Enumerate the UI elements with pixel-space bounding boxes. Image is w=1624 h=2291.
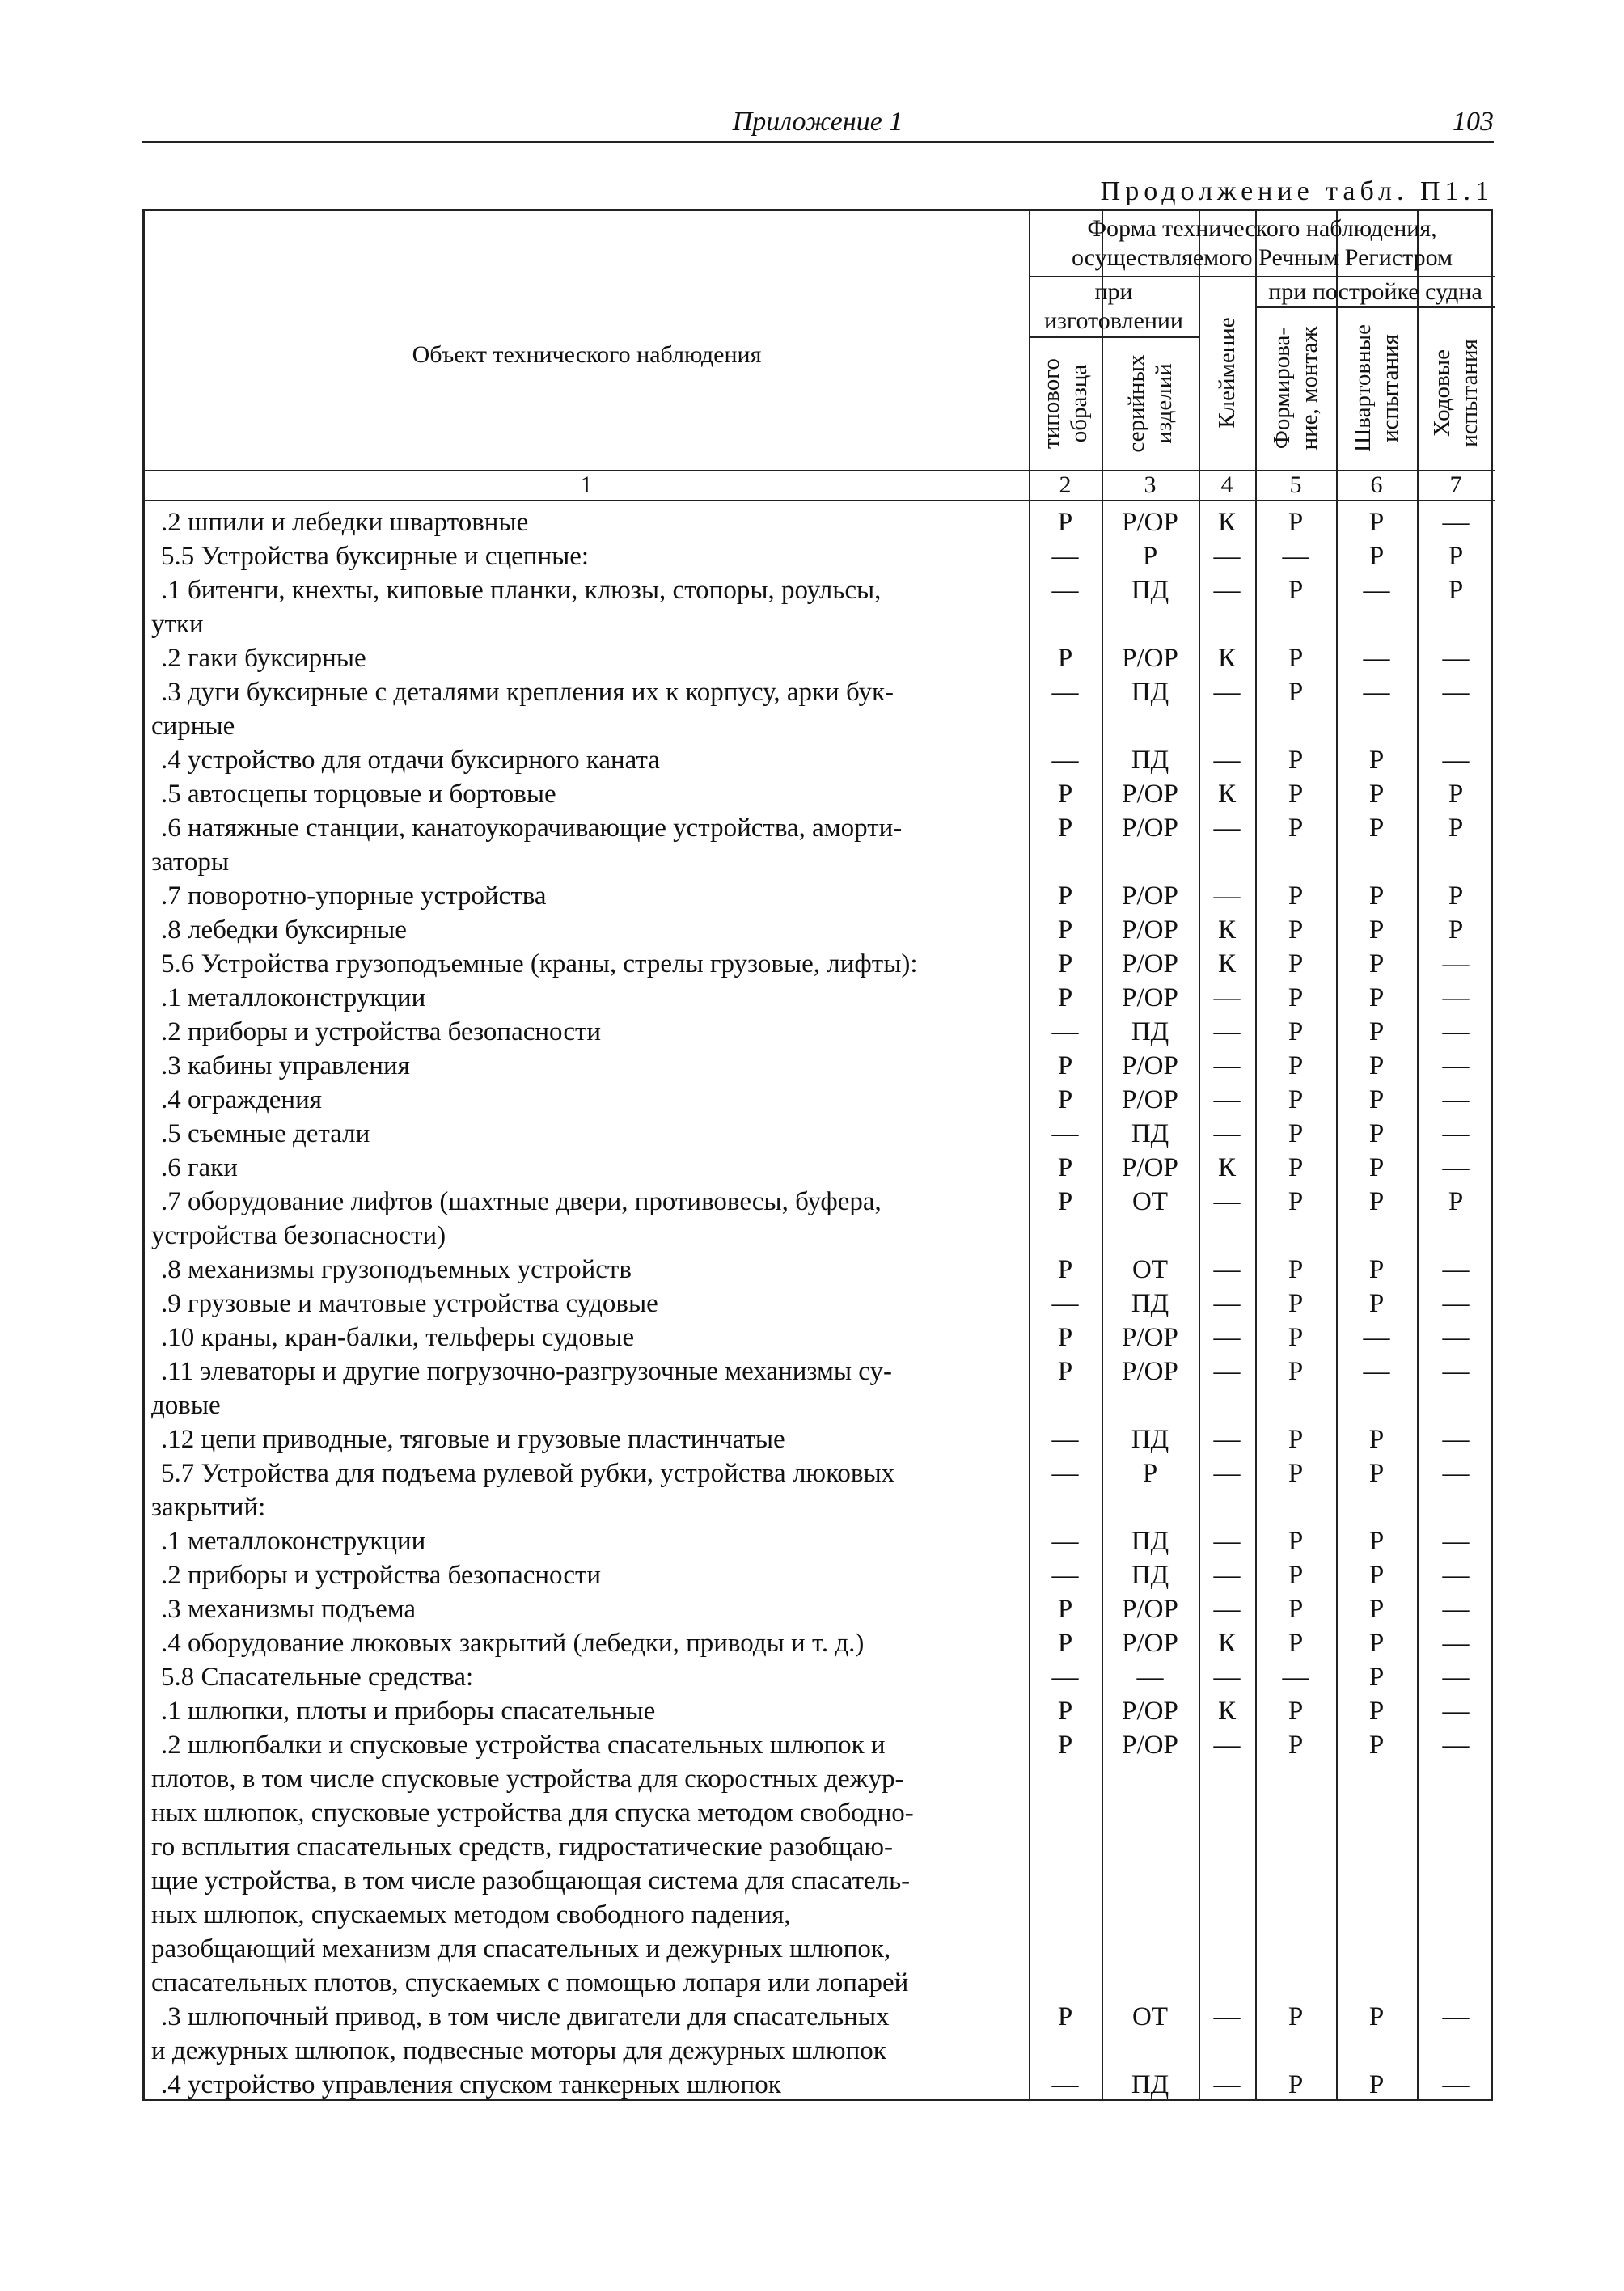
row-cell-col2: Р xyxy=(1057,881,1073,911)
row-cell-col5: Р xyxy=(1288,1017,1304,1046)
row-object-text: сирные xyxy=(151,712,235,741)
table-row xyxy=(145,1015,1495,1049)
running-header xyxy=(142,104,1494,143)
row-cell-col6: Р xyxy=(1368,1629,1385,1658)
table-row xyxy=(145,1287,1495,1321)
row-cell-col4: — xyxy=(1213,1085,1241,1114)
row-cell-col5: Р xyxy=(1288,2070,1304,2099)
table-caption: Продолжение табл. П1.1 xyxy=(1100,176,1494,206)
row-cell-col2: Р xyxy=(1057,508,1073,537)
table-row xyxy=(145,1592,1495,1626)
row-cell-col4: К xyxy=(1217,949,1236,979)
row-object-text: .4 устройство управления спуском танкерных шлюпок xyxy=(161,2070,781,2099)
row-cell-col4: К xyxy=(1217,1153,1236,1182)
row-cell-col7: — xyxy=(1442,1459,1470,1488)
row-cell-col3: Р xyxy=(1142,542,1158,571)
row-cell-col7: — xyxy=(1442,1017,1470,1046)
row-cell-col6: Р xyxy=(1368,1051,1385,1080)
row-object-text: закрытий: xyxy=(151,1493,266,1522)
row-cell-col7: — xyxy=(1442,1085,1470,1114)
row-cell-col6: Р xyxy=(1368,542,1385,571)
table-row xyxy=(145,1422,1495,1456)
table-row xyxy=(145,1456,1495,1524)
object-column-header: Объект технического наблюдения xyxy=(412,341,762,368)
row-cell-col5: Р xyxy=(1288,2002,1304,2031)
row-cell-col4: К xyxy=(1217,1629,1236,1658)
observation-table: Объект технического наблюдения Форма технического наблюдения, осуществляемого Речным Регистром при изготовлении при постройке судна типового образца серийных изделий Клеймение Формирова-ние, монтаж Швартовные испытания Ходовые испытания 1 2 3 4 5 6 7 .2 шпили и лебедки швартовные Р Р/ОР К Р Р — 5.5 Устройства буксирные и сцепные: — Р — — Р Р .1 битенги, кнехты, киповые планки, клюзы, стопоры, роульсы, утки — ПД — Р — Р .2 гаки буксирные Р Р/ОР К Р — — .3 дуги буксирные с деталями крепления их к корпусу, арки бук- сирные — ПД — Р — — .4 устройство для отдачи буксирного каната — ПД — Р Р — .5 автосцепы торцовые и бортовые Р Р/ОР К Р Р Р .6 натяжные станции, канатоукорачивающие устройства, аморти- заторы Р Р/ОР — Р Р Р .7 поворотно-упорные устройства Р Р/ОР — Р Р Р .8 лебедки буксирные Р Р/ОР К Р Р Р 5.6 Устройства грузоподъемные (краны, стрелы грузовые, лифты): Р Р/ОР К Р Р — .1 металлоконструкции Р Р/ОР — Р Р — .2 приборы и устройства безопасности — ПД — Р Р — .3 кабины управления Р Р/ОР — Р Р — .4 ограждения Р Р/ОР — Р Р — .5 съемные детали — ПД — Р Р — .6 гаки Р Р/ОР К Р Р — .7 оборудование лифтов (шахтные двери, противовесы, буфера, устройства безопасности) Р ОТ — Р Р Р .8 механизмы грузоподъемных устройств Р ОТ — Р Р — .9 грузовые и мачтовые устройства судовые — ПД — Р Р — .10 краны, кран-балки, тельферы судовые Р Р/ОР — Р — — .11 элеваторы и другие погрузочно-разгрузочные механизмы су- довые Р Р/ОР — Р — — .12 цепи приводные, тяговые и грузовые пластинчатые — ПД — Р Р — 5.7 Устройства для подъема рулевой рубки, устройства люковых закрытий: — Р — Р Р — .1 металлоконструкции — ПД — Р Р — .2 приборы и устройства безопасности — ПД — Р Р — .3 механизмы подъема Р Р/ОР — Р Р — .4 оборудование люковых закрытий (лебедки, приводы и т. д.) Р Р/ОР К Р Р — 5.8 Спасательные средства: — — — — Р — .1 шлюпки, плоты и приборы спасательные Р Р/ОР К Р Р — .2 шлюпбалки и спусковые устройства спасательных шлюпок и плотов, в том числе спусковые устройства для скоростных дежур- ных шлюпок, спусковые устройства для спуска методом свободно- го всплытия спасательных средств, гидростатические разобщаю- щие устройства, в том числе разобщающая система для спасатель- ных шлюпок, спускаемых методом свободного падения, разобщающий механизм для спасательных и дежурных шлюпок, спасательных плотов, спускаемых с помощью лопаря или лопарей Р Р/ОР — Р Р — .3 шлюпочный привод, в том числе двигатели для спасательных и дежурных шлюпок, подвесные моторы для дежурных шлюпок Р ОТ — Р Р — .4 устройство управления спуском танкерных шлюпок — ПД — Р Р — xyxy=(142,209,1493,2101)
row-cell-col7: — xyxy=(1442,1425,1470,1454)
row-object-text: разобщающий механизм для спасательных и дежурных шлюпок, xyxy=(151,1934,891,1963)
row-cell-col3: Р/ОР xyxy=(1122,1085,1178,1114)
row-object-text: .9 грузовые и мачтовые устройства судовые xyxy=(161,1289,658,1318)
manufacture-group-header: при изготовлении xyxy=(1043,278,1183,334)
table-row xyxy=(145,1626,1495,1660)
row-object-text: и дежурных шлюпок, подвесные моторы для дежурных шлюпок xyxy=(151,2036,886,2065)
row-cell-col7: — xyxy=(1442,2002,1470,2031)
row-object-text: .3 кабины управления xyxy=(161,1051,410,1080)
table-row xyxy=(145,505,1495,539)
col-number: 6 xyxy=(1370,471,1383,498)
row-cell-col6: Р xyxy=(1368,1255,1385,1284)
row-cell-col4: К xyxy=(1217,915,1236,945)
row-cell-col6: Р xyxy=(1368,881,1385,911)
row-cell-col4: — xyxy=(1213,1289,1241,1318)
table-row xyxy=(145,1728,1495,2000)
row-cell-col6: Р xyxy=(1368,1425,1385,1454)
header-rule xyxy=(1255,306,1495,308)
row-object-text: .6 натяжные станции, канатоукорачивающие устройства, аморти- xyxy=(161,814,903,843)
table-row xyxy=(145,1524,1495,1558)
row-object-text: щие устройства, в том числе разобщающая система для спасатель- xyxy=(151,1866,911,1896)
row-cell-col5: Р xyxy=(1288,1561,1304,1590)
row-cell-col4: — xyxy=(1213,1425,1241,1454)
row-cell-col6: Р xyxy=(1368,1119,1385,1148)
row-cell-col4: — xyxy=(1213,2002,1241,2031)
row-cell-col6: Р xyxy=(1368,949,1385,979)
row-cell-col3: Р/ОР xyxy=(1122,1357,1178,1386)
col-number: 2 xyxy=(1059,471,1072,498)
row-cell-col2: Р xyxy=(1057,1629,1073,1658)
row-cell-col7: Р xyxy=(1448,915,1464,945)
row-object-text: .4 оборудование люковых закрытий (лебедки, приводы и т. д.) xyxy=(161,1629,865,1658)
row-cell-col7: — xyxy=(1442,1323,1470,1352)
row-cell-col2: Р xyxy=(1057,1153,1073,1182)
row-cell-col7: — xyxy=(1442,1731,1470,1760)
row-object-text: го всплытия спасательных средств, гидростатические разобщаю- xyxy=(151,1832,894,1862)
row-cell-col4: — xyxy=(1213,1119,1241,1148)
row-cell-col3: Р/ОР xyxy=(1122,983,1178,1012)
row-cell-col5: Р xyxy=(1288,1119,1304,1148)
row-object-text: .1 металлоконструкции xyxy=(161,1527,426,1556)
row-cell-col6: Р xyxy=(1368,1289,1385,1318)
row-object-text: .10 краны, кран-балки, тельферы судовые xyxy=(161,1323,635,1352)
row-object-text: .3 механизмы подъема xyxy=(161,1595,417,1624)
table-row xyxy=(145,1321,1495,1355)
row-cell-col7: — xyxy=(1442,1051,1470,1080)
row-cell-col5: Р xyxy=(1288,915,1304,945)
row-cell-col7: Р xyxy=(1448,881,1464,911)
row-cell-col5: Р xyxy=(1288,1085,1304,1114)
row-object-text: 5.5 Устройства буксирные и сцепные: xyxy=(161,542,590,571)
row-cell-col4: — xyxy=(1213,1663,1241,1692)
row-cell-col4: — xyxy=(1213,1731,1241,1760)
row-cell-col5: Р xyxy=(1288,1187,1304,1216)
row-cell-col3: Р/ОР xyxy=(1122,1595,1178,1624)
row-cell-col6: Р xyxy=(1368,1187,1385,1216)
row-cell-col6: — xyxy=(1363,1323,1390,1352)
row-cell-col5: Р xyxy=(1288,1697,1304,1726)
row-cell-col2: Р xyxy=(1057,1357,1073,1386)
table-row xyxy=(145,573,1495,641)
row-object-text: .2 приборы и устройства безопасности xyxy=(161,1017,602,1046)
row-cell-col7: — xyxy=(1442,644,1470,673)
row-cell-col5: — xyxy=(1282,1663,1309,1692)
form-group-header: Форма технического наблюдения, осуществляемого Речным Регистром xyxy=(1072,215,1453,271)
row-object-text: .8 лебедки буксирные xyxy=(161,915,407,945)
row-cell-col2: — xyxy=(1051,1289,1079,1318)
row-cell-col3: Р/ОР xyxy=(1122,1051,1178,1080)
row-cell-col5: Р xyxy=(1288,508,1304,537)
row-cell-col4: К xyxy=(1217,508,1236,537)
row-cell-col3: Р/ОР xyxy=(1122,1731,1178,1760)
table-row xyxy=(145,777,1495,811)
table-row xyxy=(145,879,1495,913)
row-cell-col4: — xyxy=(1213,2070,1241,2099)
row-cell-col7: — xyxy=(1442,678,1470,707)
row-object-text: устройства безопасности) xyxy=(151,1221,446,1250)
row-cell-col5: Р xyxy=(1288,1255,1304,1284)
row-cell-col2: — xyxy=(1051,1527,1079,1556)
row-cell-col2: Р xyxy=(1057,1323,1073,1352)
row-object-text: 5.7 Устройства для подъема рулевой рубки, устройства люковых xyxy=(161,1459,895,1488)
row-object-text: 5.8 Спасательные средства: xyxy=(161,1663,474,1692)
row-cell-col2: Р xyxy=(1057,983,1073,1012)
row-cell-col2: Р xyxy=(1057,814,1073,843)
row-cell-col5: Р xyxy=(1288,678,1304,707)
row-cell-col2: Р xyxy=(1057,1255,1073,1284)
row-cell-col7: Р xyxy=(1448,542,1464,571)
row-cell-col2: — xyxy=(1051,1425,1079,1454)
row-cell-col3: ОТ xyxy=(1132,1255,1168,1284)
row-cell-col6: — xyxy=(1363,678,1390,707)
row-cell-col2: — xyxy=(1051,1561,1079,1590)
row-cell-col6: Р xyxy=(1368,2070,1385,2099)
row-cell-col3: ПД xyxy=(1131,1561,1169,1590)
row-cell-col2: Р xyxy=(1057,915,1073,945)
row-object-text: .1 шлюпки, плоты и приборы спасательные xyxy=(161,1697,656,1726)
row-cell-col3: ПД xyxy=(1131,1527,1169,1556)
table-row xyxy=(145,1151,1495,1185)
row-cell-col2: Р xyxy=(1057,1697,1073,1726)
row-cell-col3: ПД xyxy=(1131,576,1169,605)
row-cell-col3: Р/ОР xyxy=(1122,814,1178,843)
row-cell-col6: Р xyxy=(1368,983,1385,1012)
row-cell-col4: — xyxy=(1213,1357,1241,1386)
row-cell-col3: ОТ xyxy=(1132,1187,1168,1216)
row-cell-col2: Р xyxy=(1057,1051,1073,1080)
row-cell-col6: Р xyxy=(1368,1153,1385,1182)
row-object-text: спасательных плотов, спускаемых с помощью лопаря или лопарей xyxy=(151,1968,909,1997)
row-cell-col2: Р xyxy=(1057,1595,1073,1624)
row-cell-col7: — xyxy=(1442,1153,1470,1182)
row-cell-col4: — xyxy=(1213,983,1241,1012)
row-object-text: .4 ограждения xyxy=(161,1085,322,1114)
row-cell-col2: — xyxy=(1051,542,1079,571)
row-cell-col7: — xyxy=(1442,983,1470,1012)
row-cell-col6: Р xyxy=(1368,1527,1385,1556)
row-cell-col7: Р xyxy=(1448,780,1464,809)
row-cell-col7: — xyxy=(1442,508,1470,537)
row-object-text: утки xyxy=(151,610,204,639)
table-row xyxy=(145,1185,1495,1253)
row-cell-col3: Р/ОР xyxy=(1122,1697,1178,1726)
row-cell-col4: — xyxy=(1213,678,1241,707)
row-cell-col5: Р xyxy=(1288,780,1304,809)
row-cell-col4: — xyxy=(1213,1561,1241,1590)
row-object-text: .5 автосцепы торцовые и бортовые xyxy=(161,780,556,809)
row-cell-col7: — xyxy=(1442,2070,1470,2099)
row-cell-col2: — xyxy=(1051,576,1079,605)
row-cell-col3: — xyxy=(1136,1663,1164,1692)
table-row xyxy=(145,1660,1495,1694)
row-cell-col7: — xyxy=(1442,746,1470,775)
row-object-text: заторы xyxy=(151,848,229,877)
row-object-text: ных шлюпок, спускаемых методом свободного падения, xyxy=(151,1900,791,1930)
row-cell-col3: ПД xyxy=(1131,1017,1169,1046)
row-cell-col5: Р xyxy=(1288,1051,1304,1080)
row-cell-col4: К xyxy=(1217,780,1236,809)
row-cell-col4: — xyxy=(1213,1323,1241,1352)
table-row xyxy=(145,675,1495,743)
row-cell-col6: — xyxy=(1363,576,1390,605)
construction-group-header: при постройке судна xyxy=(1268,278,1482,305)
row-cell-col7: — xyxy=(1442,1527,1470,1556)
row-cell-col5: Р xyxy=(1288,814,1304,843)
table-row xyxy=(145,539,1495,573)
row-cell-col6: Р xyxy=(1368,2002,1385,2031)
table-row xyxy=(145,641,1495,675)
running-head-title: Приложение 1 xyxy=(732,107,903,137)
row-cell-col5: Р xyxy=(1288,1459,1304,1488)
row-object-text: .2 гаки буксирные xyxy=(161,644,366,673)
row-cell-col7: — xyxy=(1442,1697,1470,1726)
col-number: 3 xyxy=(1144,471,1157,498)
row-cell-col5: — xyxy=(1282,542,1309,571)
table-row xyxy=(145,1253,1495,1287)
row-cell-col3: Р/ОР xyxy=(1122,780,1178,809)
table-row xyxy=(145,1049,1495,1083)
table-row xyxy=(145,1694,1495,1728)
row-object-text: довые xyxy=(151,1391,221,1420)
row-object-text: .6 гаки xyxy=(161,1153,238,1182)
row-cell-col7: Р xyxy=(1448,814,1464,843)
row-cell-col2: Р xyxy=(1057,644,1073,673)
row-object-text: .3 дуги буксирные с деталями крепления их к корпусу, арки бук- xyxy=(161,678,894,707)
row-cell-col4: — xyxy=(1213,1459,1241,1488)
table-row xyxy=(145,811,1495,879)
row-cell-col7: — xyxy=(1442,1289,1470,1318)
row-cell-col7: Р xyxy=(1448,1187,1464,1216)
row-cell-col6: Р xyxy=(1368,1697,1385,1726)
row-object-text: .12 цепи приводные, тяговые и грузовые пластинчатые xyxy=(161,1425,785,1454)
row-cell-col7: — xyxy=(1442,1255,1470,1284)
row-cell-col5: Р xyxy=(1288,746,1304,775)
row-cell-col2: Р xyxy=(1057,2002,1073,2031)
row-object-text: .1 битенги, кнехты, киповые планки, клюзы, стопоры, роульсы, xyxy=(161,576,882,605)
row-object-text: .11 элеваторы и другие погрузочно-разгрузочные механизмы су- xyxy=(161,1357,892,1386)
row-cell-col6: Р xyxy=(1368,1459,1385,1488)
row-cell-col3: ПД xyxy=(1131,1119,1169,1148)
row-object-text: .3 шлюпочный привод, в том числе двигатели для спасательных xyxy=(161,2002,890,2031)
row-cell-col3: Р/ОР xyxy=(1122,508,1178,537)
row-cell-col4: — xyxy=(1213,814,1241,843)
row-cell-col4: К xyxy=(1217,644,1236,673)
row-object-text: .4 устройство для отдачи буксирного каната xyxy=(161,746,660,775)
row-cell-col5: Р xyxy=(1288,1289,1304,1318)
row-cell-col4: К xyxy=(1217,1697,1236,1726)
row-object-text: .7 поворотно-упорные устройства xyxy=(161,881,547,911)
row-object-text: .2 шлюпбалки и спусковые устройства спасательных шлюпок и xyxy=(161,1731,886,1760)
row-cell-col6: Р xyxy=(1368,1595,1385,1624)
row-cell-col2: Р xyxy=(1057,780,1073,809)
row-cell-col7: — xyxy=(1442,1357,1470,1386)
table-row xyxy=(145,2000,1495,2068)
col-number: 5 xyxy=(1289,471,1302,498)
row-cell-col3: ПД xyxy=(1131,746,1169,775)
row-cell-col3: ПД xyxy=(1131,1289,1169,1318)
row-cell-col3: Р xyxy=(1142,1459,1158,1488)
row-cell-col3: ПД xyxy=(1131,1425,1169,1454)
table-row xyxy=(145,981,1495,1015)
page-number: 103 xyxy=(1453,107,1494,137)
row-cell-col2: Р xyxy=(1057,1085,1073,1114)
row-cell-col3: Р/ОР xyxy=(1122,1323,1178,1352)
row-cell-col2: — xyxy=(1051,1119,1079,1148)
row-cell-col4: — xyxy=(1213,542,1241,571)
row-cell-col6: Р xyxy=(1368,1561,1385,1590)
row-cell-col5: Р xyxy=(1288,1595,1304,1624)
row-cell-col4: — xyxy=(1213,1527,1241,1556)
row-cell-col4: — xyxy=(1213,1051,1241,1080)
row-cell-col6: Р xyxy=(1368,1017,1385,1046)
table-row xyxy=(145,913,1495,947)
row-object-text: ных шлюпок, спусковые устройства для спуска методом свободно- xyxy=(151,1799,914,1828)
table-row xyxy=(145,2068,1495,2102)
row-cell-col3: Р/ОР xyxy=(1122,881,1178,911)
row-cell-col6: Р xyxy=(1368,508,1385,537)
row-cell-col5: Р xyxy=(1288,949,1304,979)
row-cell-col7: — xyxy=(1442,1663,1470,1692)
row-cell-col5: Р xyxy=(1288,881,1304,911)
row-cell-col6: Р xyxy=(1368,814,1385,843)
row-object-text: плотов, в том числе спусковые устройства для скоростных дежур- xyxy=(151,1765,904,1794)
header-rule xyxy=(145,500,1495,501)
row-cell-col4: — xyxy=(1213,1255,1241,1284)
row-cell-col3: ПД xyxy=(1131,2070,1169,2099)
row-cell-col7: — xyxy=(1442,1561,1470,1590)
row-cell-col7: Р xyxy=(1448,576,1464,605)
row-cell-col7: — xyxy=(1442,1595,1470,1624)
row-cell-col4: — xyxy=(1213,881,1241,911)
row-cell-col2: Р xyxy=(1057,949,1073,979)
row-cell-col5: Р xyxy=(1288,1527,1304,1556)
row-cell-col3: Р/ОР xyxy=(1122,949,1178,979)
row-cell-col6: — xyxy=(1363,1357,1390,1386)
col-number: 7 xyxy=(1449,471,1462,498)
row-cell-col2: — xyxy=(1051,678,1079,707)
row-cell-col7: — xyxy=(1442,949,1470,979)
row-cell-col4: — xyxy=(1213,1187,1241,1216)
row-cell-col2: — xyxy=(1051,1459,1079,1488)
row-cell-col4: — xyxy=(1213,746,1241,775)
table-row xyxy=(145,1355,1495,1422)
row-cell-col2: — xyxy=(1051,1017,1079,1046)
row-object-text: .8 механизмы грузоподъемных устройств xyxy=(161,1255,632,1284)
row-cell-col6: Р xyxy=(1368,780,1385,809)
row-cell-col3: Р/ОР xyxy=(1122,1153,1178,1182)
row-cell-col7: — xyxy=(1442,1629,1470,1658)
header-rule xyxy=(1029,336,1199,338)
row-object-text: 5.6 Устройства грузоподъемные (краны, стрелы грузовые, лифты): xyxy=(161,949,918,979)
row-cell-col4: — xyxy=(1213,1595,1241,1624)
table-row xyxy=(145,1117,1495,1151)
table-row xyxy=(145,743,1495,777)
row-cell-col5: Р xyxy=(1288,644,1304,673)
row-cell-col6: Р xyxy=(1368,1085,1385,1114)
row-object-text: .1 металлоконструкции xyxy=(161,983,426,1012)
row-cell-col5: Р xyxy=(1288,1153,1304,1182)
row-cell-col5: Р xyxy=(1288,1629,1304,1658)
row-cell-col3: Р/ОР xyxy=(1122,915,1178,945)
row-cell-col2: Р xyxy=(1057,1731,1073,1760)
row-cell-col5: Р xyxy=(1288,1357,1304,1386)
row-cell-col4: — xyxy=(1213,576,1241,605)
row-cell-col4: — xyxy=(1213,1017,1241,1046)
row-cell-col2: — xyxy=(1051,1663,1079,1692)
table-row xyxy=(145,1558,1495,1592)
row-cell-col3: Р/ОР xyxy=(1122,644,1178,673)
table-row xyxy=(145,947,1495,981)
row-object-text: .5 съемные детали xyxy=(161,1119,370,1148)
row-cell-col5: Р xyxy=(1288,1731,1304,1760)
row-object-text: .2 шпили и лебедки швартовные xyxy=(161,508,529,537)
row-cell-col2: Р xyxy=(1057,1187,1073,1216)
row-cell-col6: Р xyxy=(1368,1731,1385,1760)
row-cell-col2: — xyxy=(1051,2070,1079,2099)
row-cell-col6: — xyxy=(1363,644,1390,673)
col-number: 4 xyxy=(1220,471,1233,498)
row-object-text: .7 оборудование лифтов (шахтные двери, противовесы, буфера, xyxy=(161,1187,882,1216)
row-cell-col3: ПД xyxy=(1131,678,1169,707)
row-cell-col5: Р xyxy=(1288,1323,1304,1352)
row-cell-col5: Р xyxy=(1288,983,1304,1012)
row-cell-col6: Р xyxy=(1368,1663,1385,1692)
row-cell-col3: Р/ОР xyxy=(1122,1629,1178,1658)
row-cell-col6: Р xyxy=(1368,746,1385,775)
table-row xyxy=(145,1083,1495,1117)
row-object-text: .2 приборы и устройства безопасности xyxy=(161,1561,602,1590)
row-cell-col3: ОТ xyxy=(1132,2002,1168,2031)
row-cell-col5: Р xyxy=(1288,576,1304,605)
col-number: 1 xyxy=(580,471,593,498)
row-cell-col6: Р xyxy=(1368,915,1385,945)
row-cell-col7: — xyxy=(1442,1119,1470,1148)
row-cell-col5: Р xyxy=(1288,1425,1304,1454)
row-cell-col2: — xyxy=(1051,746,1079,775)
